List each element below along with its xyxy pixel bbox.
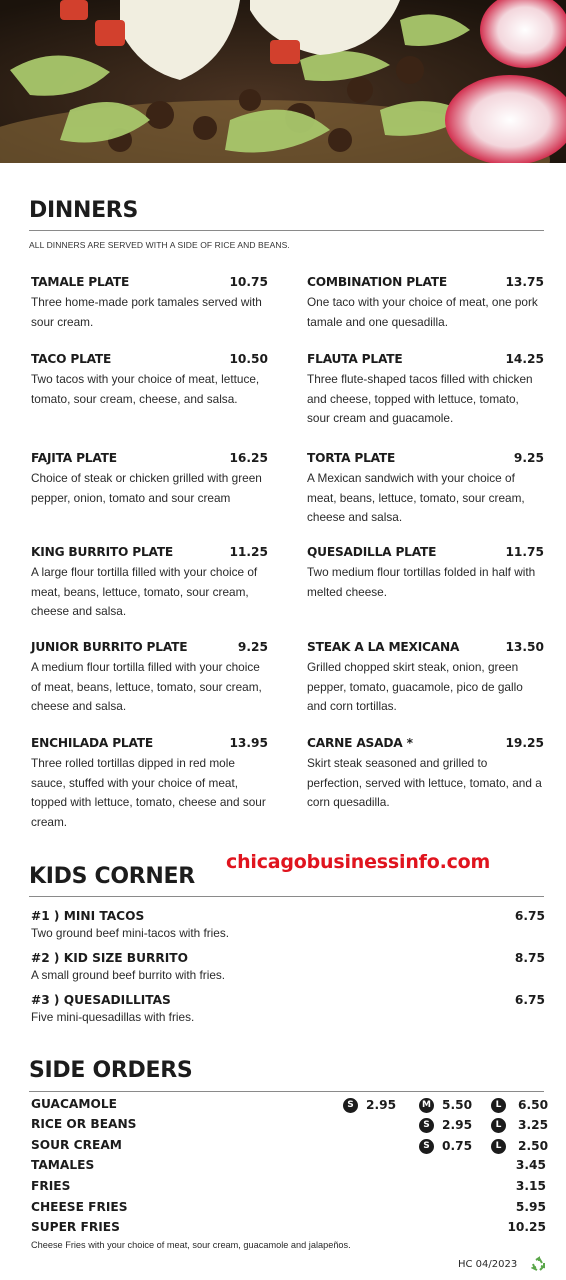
item-price: 5.50 xyxy=(442,1098,473,1112)
item-name: FRIES xyxy=(31,1179,71,1193)
side-orders-divider xyxy=(29,1091,544,1092)
item-price: 11.75 xyxy=(505,545,544,559)
item-name: FLAUTA PLATE xyxy=(307,352,403,366)
item-name: TAMALE PLATE xyxy=(31,275,130,289)
item-price: 8.75 xyxy=(514,951,545,965)
item-name: SUPER FRIES xyxy=(31,1220,120,1234)
item-price: 10.75 xyxy=(229,275,268,289)
menu-item-torta-plate xyxy=(307,451,544,528)
side-item-cheese-fries xyxy=(31,1200,546,1218)
side-item-tamales xyxy=(31,1158,546,1176)
item-name: JUNIOR BURRITO PLATE xyxy=(31,640,188,654)
item-name: TAMALES xyxy=(31,1158,95,1172)
menu-item-junior-burrito-plate xyxy=(31,640,268,717)
item-price: 13.75 xyxy=(505,275,544,289)
price-small xyxy=(419,1117,472,1133)
item-price: 9.25 xyxy=(513,451,544,465)
item-price: 13.50 xyxy=(505,640,544,654)
menu-item-flauta-plate xyxy=(307,352,544,429)
item-description: Choice of steak or chicken grilled with green pepper, onion, tomato and sour cream xyxy=(31,471,262,505)
item-description: Two medium flour tortillas folded in half with melted cheese. xyxy=(307,565,536,599)
kids-item-mini-tacos xyxy=(31,909,545,940)
item-name: STEAK A LA MEXICANA xyxy=(307,640,460,654)
price-small xyxy=(419,1138,472,1154)
item-description: Five mini-quesadillas with fries. xyxy=(31,1010,195,1024)
menu-item-combination-plate xyxy=(307,275,544,332)
item-price: 6.75 xyxy=(514,909,545,923)
side-orders-footnote: Cheese Fries with your choice of meat, sour cream, guacamole and jalapeños. xyxy=(31,1240,351,1250)
item-name: #3 ) QUESADILLITAS xyxy=(31,993,171,1007)
dinners-note: ALL DINNERS ARE SERVED WITH A SIDE OF RICE AND BEANS. xyxy=(29,240,290,250)
menu-item-fajita-plate xyxy=(31,451,268,508)
item-name: CHEESE FRIES xyxy=(31,1200,128,1214)
price-small xyxy=(343,1097,396,1113)
item-price: 3.45 xyxy=(515,1158,546,1172)
size-small-badge: S xyxy=(419,1139,434,1154)
size-small-badge: S xyxy=(419,1118,434,1133)
item-name: FAJITA PLATE xyxy=(31,451,117,465)
item-name: TORTA PLATE xyxy=(307,451,396,465)
item-price: 13.95 xyxy=(229,736,268,750)
hero-food-photo xyxy=(0,0,566,163)
item-name: QUESADILLA PLATE xyxy=(307,545,437,559)
item-price: 19.25 xyxy=(505,736,544,750)
item-description: Two ground beef mini-tacos with fries. xyxy=(31,926,230,940)
item-price: 2.50 xyxy=(518,1139,549,1153)
menu-item-tamale-plate xyxy=(31,275,268,332)
kids-item-kid-size-burrito xyxy=(31,951,545,982)
kids-corner-title: KIDS CORNER xyxy=(29,864,195,889)
item-name: RICE OR BEANS xyxy=(31,1117,137,1131)
item-price: 10.50 xyxy=(229,352,268,366)
item-name: ENCHILADA PLATE xyxy=(31,736,154,750)
item-price: 14.25 xyxy=(505,352,544,366)
item-description: One taco with your choice of meat, one pork tamale and one quesadilla. xyxy=(307,295,538,329)
item-price: 3.25 xyxy=(518,1118,549,1132)
side-item-fries xyxy=(31,1179,546,1197)
item-description: A medium flour tortilla filled with your choice of meat, beans, lettuce, tomato, sour cream, cheese and salsa. xyxy=(31,660,262,714)
item-name: CARNE ASADA * xyxy=(307,736,413,750)
side-item-rice-or-beans xyxy=(31,1117,549,1135)
price-large xyxy=(491,1138,548,1154)
item-description: Three flute-shaped tacos filled with chicken and cheese, topped with lettuce, tomato, sour cream and guacamole. xyxy=(307,372,533,426)
side-item-guacamole xyxy=(31,1097,549,1115)
side-orders-title: SIDE ORDERS xyxy=(29,1058,193,1083)
item-name: COMBINATION PLATE xyxy=(307,275,448,289)
size-large-badge: L xyxy=(491,1118,506,1133)
watermark-text: chicagobusinessinfo.com xyxy=(226,851,491,873)
size-small-badge: S xyxy=(343,1098,358,1113)
menu-item-king-burrito-plate xyxy=(31,545,268,622)
item-price: 6.75 xyxy=(514,993,545,1007)
item-price: 10.25 xyxy=(507,1220,546,1234)
menu-version-code: HC 04/2023 xyxy=(458,1259,518,1270)
item-name: GUACAMOLE xyxy=(31,1097,117,1111)
menu-item-carne-asada xyxy=(307,736,544,813)
side-item-sour-cream xyxy=(31,1138,549,1156)
item-price: 9.25 xyxy=(237,640,268,654)
item-price: 0.75 xyxy=(442,1139,473,1153)
item-price: 11.25 xyxy=(229,545,268,559)
menu-item-taco-plate xyxy=(31,352,268,409)
item-description: Skirt steak seasoned and grilled to perfection, served with lettuce, tomato, and a corn quesadilla. xyxy=(307,756,542,810)
item-price: 2.95 xyxy=(366,1098,397,1112)
item-description: Two tacos with your choice of meat, lettuce, tomato, sour cream, cheese, and salsa. xyxy=(31,372,260,406)
item-name: #2 ) KID SIZE BURRITO xyxy=(31,951,188,965)
price-medium xyxy=(419,1097,472,1113)
item-description: Three rolled tortillas dipped in red mole sauce, stuffed with your choice of meat, topped with lettuce, tomato, cheese and sour cream. xyxy=(31,756,266,829)
menu-item-steak-a-la-mexicana xyxy=(307,640,544,717)
item-name: SOUR CREAM xyxy=(31,1138,122,1152)
menu-item-quesadilla-plate xyxy=(307,545,544,602)
item-name: TACO PLATE xyxy=(31,352,112,366)
item-price: 2.95 xyxy=(442,1118,473,1132)
item-description: A large flour tortilla filled with your choice of meat, beans, lettuce, tomato, sour cream, cheese and salsa. xyxy=(31,565,258,619)
item-name: KING BURRITO PLATE xyxy=(31,545,174,559)
item-description: Grilled chopped skirt steak, onion, green pepper, tomato, guacamole, pico de gallo and corn tortillas. xyxy=(307,660,523,714)
price-large xyxy=(491,1097,548,1113)
size-large-badge: L xyxy=(491,1098,506,1113)
item-description: A Mexican sandwich with your choice of meat, beans, lettuce, tomato, sour cream, cheese and salsa. xyxy=(307,471,525,525)
dinners-divider xyxy=(29,230,544,231)
kids-divider xyxy=(29,896,544,897)
menu-item-enchilada-plate xyxy=(31,736,268,832)
item-price: 5.95 xyxy=(515,1200,546,1214)
item-description: Three home-made pork tamales served with sour cream. xyxy=(31,295,262,329)
item-name: #1 ) MINI TACOS xyxy=(31,909,145,923)
side-item-super-fries xyxy=(31,1220,546,1238)
size-medium-badge: M xyxy=(419,1098,434,1113)
price-large xyxy=(491,1117,548,1133)
item-price: 3.15 xyxy=(515,1179,546,1193)
kids-item-quesadillitas xyxy=(31,993,545,1024)
size-large-badge: L xyxy=(491,1139,506,1154)
item-price: 16.25 xyxy=(229,451,268,465)
item-description: A small ground beef burrito with fries. xyxy=(31,968,226,982)
recycle-icon xyxy=(531,1256,547,1277)
item-price: 6.50 xyxy=(518,1098,549,1112)
dinners-title: DINNERS xyxy=(29,198,138,223)
